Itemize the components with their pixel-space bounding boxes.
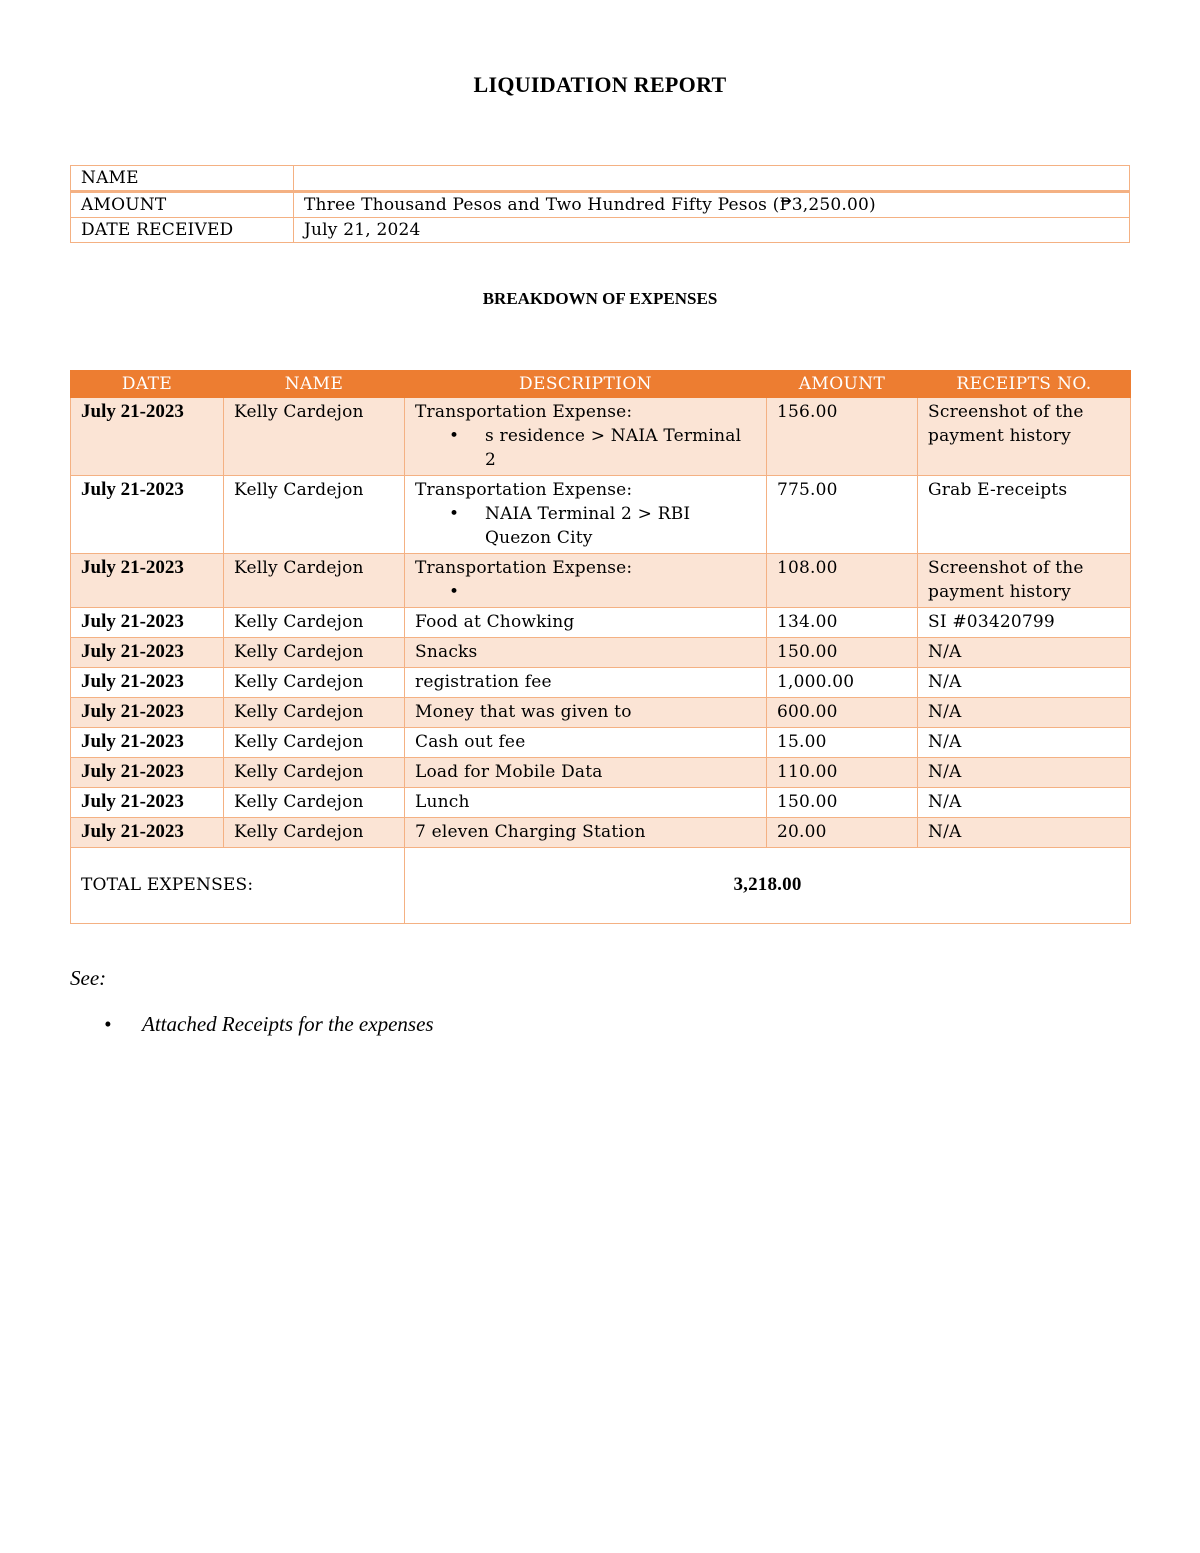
name-value [294, 166, 1130, 192]
row-date: July 21-2023 [71, 788, 224, 818]
amount-value: Three Thousand Pesos and Two Hundred Fifty Pesos (₱3,250.00) [294, 192, 1130, 218]
description-text: Transportation Expense: [415, 402, 633, 422]
route-bullet [449, 580, 756, 604]
document-title: LIQUIDATION REPORT [473, 72, 727, 97]
row-date: July 21-2023 [71, 638, 224, 668]
note-list-item [104, 1012, 434, 1037]
table-row [71, 698, 1131, 728]
row-date: July 21-2023 [71, 476, 224, 554]
see-label: See: [70, 966, 107, 990]
row-description [405, 398, 767, 476]
note-text: Attached Receipts for the expenses [142, 1012, 434, 1036]
row-receipt: N/A [918, 668, 1131, 698]
total-label: TOTAL EXPENSES: [71, 848, 405, 924]
row-receipt: N/A [918, 698, 1131, 728]
header-receipts: RECEIPTS NO. [918, 371, 1131, 398]
row-description [405, 554, 767, 608]
row-description [405, 476, 767, 554]
row-amount: 108.00 [767, 554, 918, 608]
row-amount: 15.00 [767, 728, 918, 758]
route-text: NAIA Terminal 2 > RBI Quezon City [485, 504, 691, 548]
expenses-header-row [71, 371, 1131, 398]
info-row-amount [71, 192, 1130, 218]
expenses-table [70, 370, 1131, 924]
row-amount: 1,000.00 [767, 668, 918, 698]
route-bullet [449, 424, 756, 472]
table-row [71, 758, 1131, 788]
row-amount: 156.00 [767, 398, 918, 476]
row-receipt: N/A [918, 788, 1131, 818]
description-text: Transportation Expense: [415, 480, 633, 500]
amount-label: AMOUNT [71, 192, 294, 218]
row-amount: 110.00 [767, 758, 918, 788]
row-name: Kelly Cardejon [224, 728, 405, 758]
table-row [71, 608, 1131, 638]
header-name: NAME [224, 371, 405, 398]
info-row-name [71, 166, 1130, 192]
row-name: Kelly Cardejon [224, 818, 405, 848]
row-amount: 775.00 [767, 476, 918, 554]
row-name: Kelly Cardejon [224, 698, 405, 728]
row-name: Kelly Cardejon [224, 398, 405, 476]
row-amount: 600.00 [767, 698, 918, 728]
row-date: July 21-2023 [71, 698, 224, 728]
header-amount: AMOUNT [767, 371, 918, 398]
row-date: July 21-2023 [71, 818, 224, 848]
row-receipt: N/A [918, 818, 1131, 848]
row-name: Kelly Cardejon [224, 788, 405, 818]
header-date: DATE [71, 371, 224, 398]
info-row-date [71, 218, 1130, 243]
row-date: July 21-2023 [71, 554, 224, 608]
total-row [71, 848, 1131, 924]
table-row [71, 398, 1131, 476]
bullet-icon: • [449, 582, 460, 602]
route-text: s residence > NAIA Terminal 2 [485, 426, 742, 470]
row-name: Kelly Cardejon [224, 668, 405, 698]
date-received-label: DATE RECEIVED [71, 218, 294, 243]
row-receipt: Screenshot of the payment history [918, 554, 1131, 608]
row-date: July 21-2023 [71, 728, 224, 758]
table-row [71, 476, 1131, 554]
row-receipt: Grab E-receipts [918, 476, 1131, 554]
row-receipt: N/A [918, 728, 1131, 758]
info-table [70, 165, 1130, 243]
table-row [71, 788, 1131, 818]
row-name: Kelly Cardejon [224, 758, 405, 788]
table-row [71, 554, 1131, 608]
table-row [71, 668, 1131, 698]
row-amount: 150.00 [767, 638, 918, 668]
row-name: Kelly Cardejon [224, 476, 405, 554]
row-date: July 21-2023 [71, 398, 224, 476]
row-description: Cash out fee [405, 728, 767, 758]
bullet-icon: • [449, 426, 460, 446]
breakdown-title: BREAKDOWN OF EXPENSES [482, 289, 718, 308]
bullet-icon: • [104, 1012, 112, 1036]
date-received-value: July 21, 2024 [294, 218, 1130, 243]
row-amount: 20.00 [767, 818, 918, 848]
row-name: Kelly Cardejon [224, 638, 405, 668]
row-receipt: N/A [918, 638, 1131, 668]
row-receipt: Screenshot of the payment history [918, 398, 1131, 476]
bullet-icon: • [449, 504, 460, 524]
row-amount: 134.00 [767, 608, 918, 638]
row-description: Food at Chowking [405, 608, 767, 638]
table-row [71, 818, 1131, 848]
row-description: Lunch [405, 788, 767, 818]
row-description: registration fee [405, 668, 767, 698]
row-name: Kelly Cardejon [224, 554, 405, 608]
row-description: 7 eleven Charging Station [405, 818, 767, 848]
row-description: Snacks [405, 638, 767, 668]
row-description: Load for Mobile Data [405, 758, 767, 788]
row-receipt: N/A [918, 758, 1131, 788]
row-amount: 150.00 [767, 788, 918, 818]
row-receipt: SI #03420799 [918, 608, 1131, 638]
header-description: DESCRIPTION [405, 371, 767, 398]
description-text: Transportation Expense: [415, 558, 633, 578]
row-date: July 21-2023 [71, 668, 224, 698]
name-label: NAME [71, 166, 294, 192]
table-row [71, 638, 1131, 668]
row-date: July 21-2023 [71, 608, 224, 638]
row-description: Money that was given to [405, 698, 767, 728]
row-name: Kelly Cardejon [224, 608, 405, 638]
table-row [71, 728, 1131, 758]
route-bullet [449, 502, 756, 550]
total-value: 3,218.00 [405, 848, 1131, 924]
row-date: July 21-2023 [71, 758, 224, 788]
